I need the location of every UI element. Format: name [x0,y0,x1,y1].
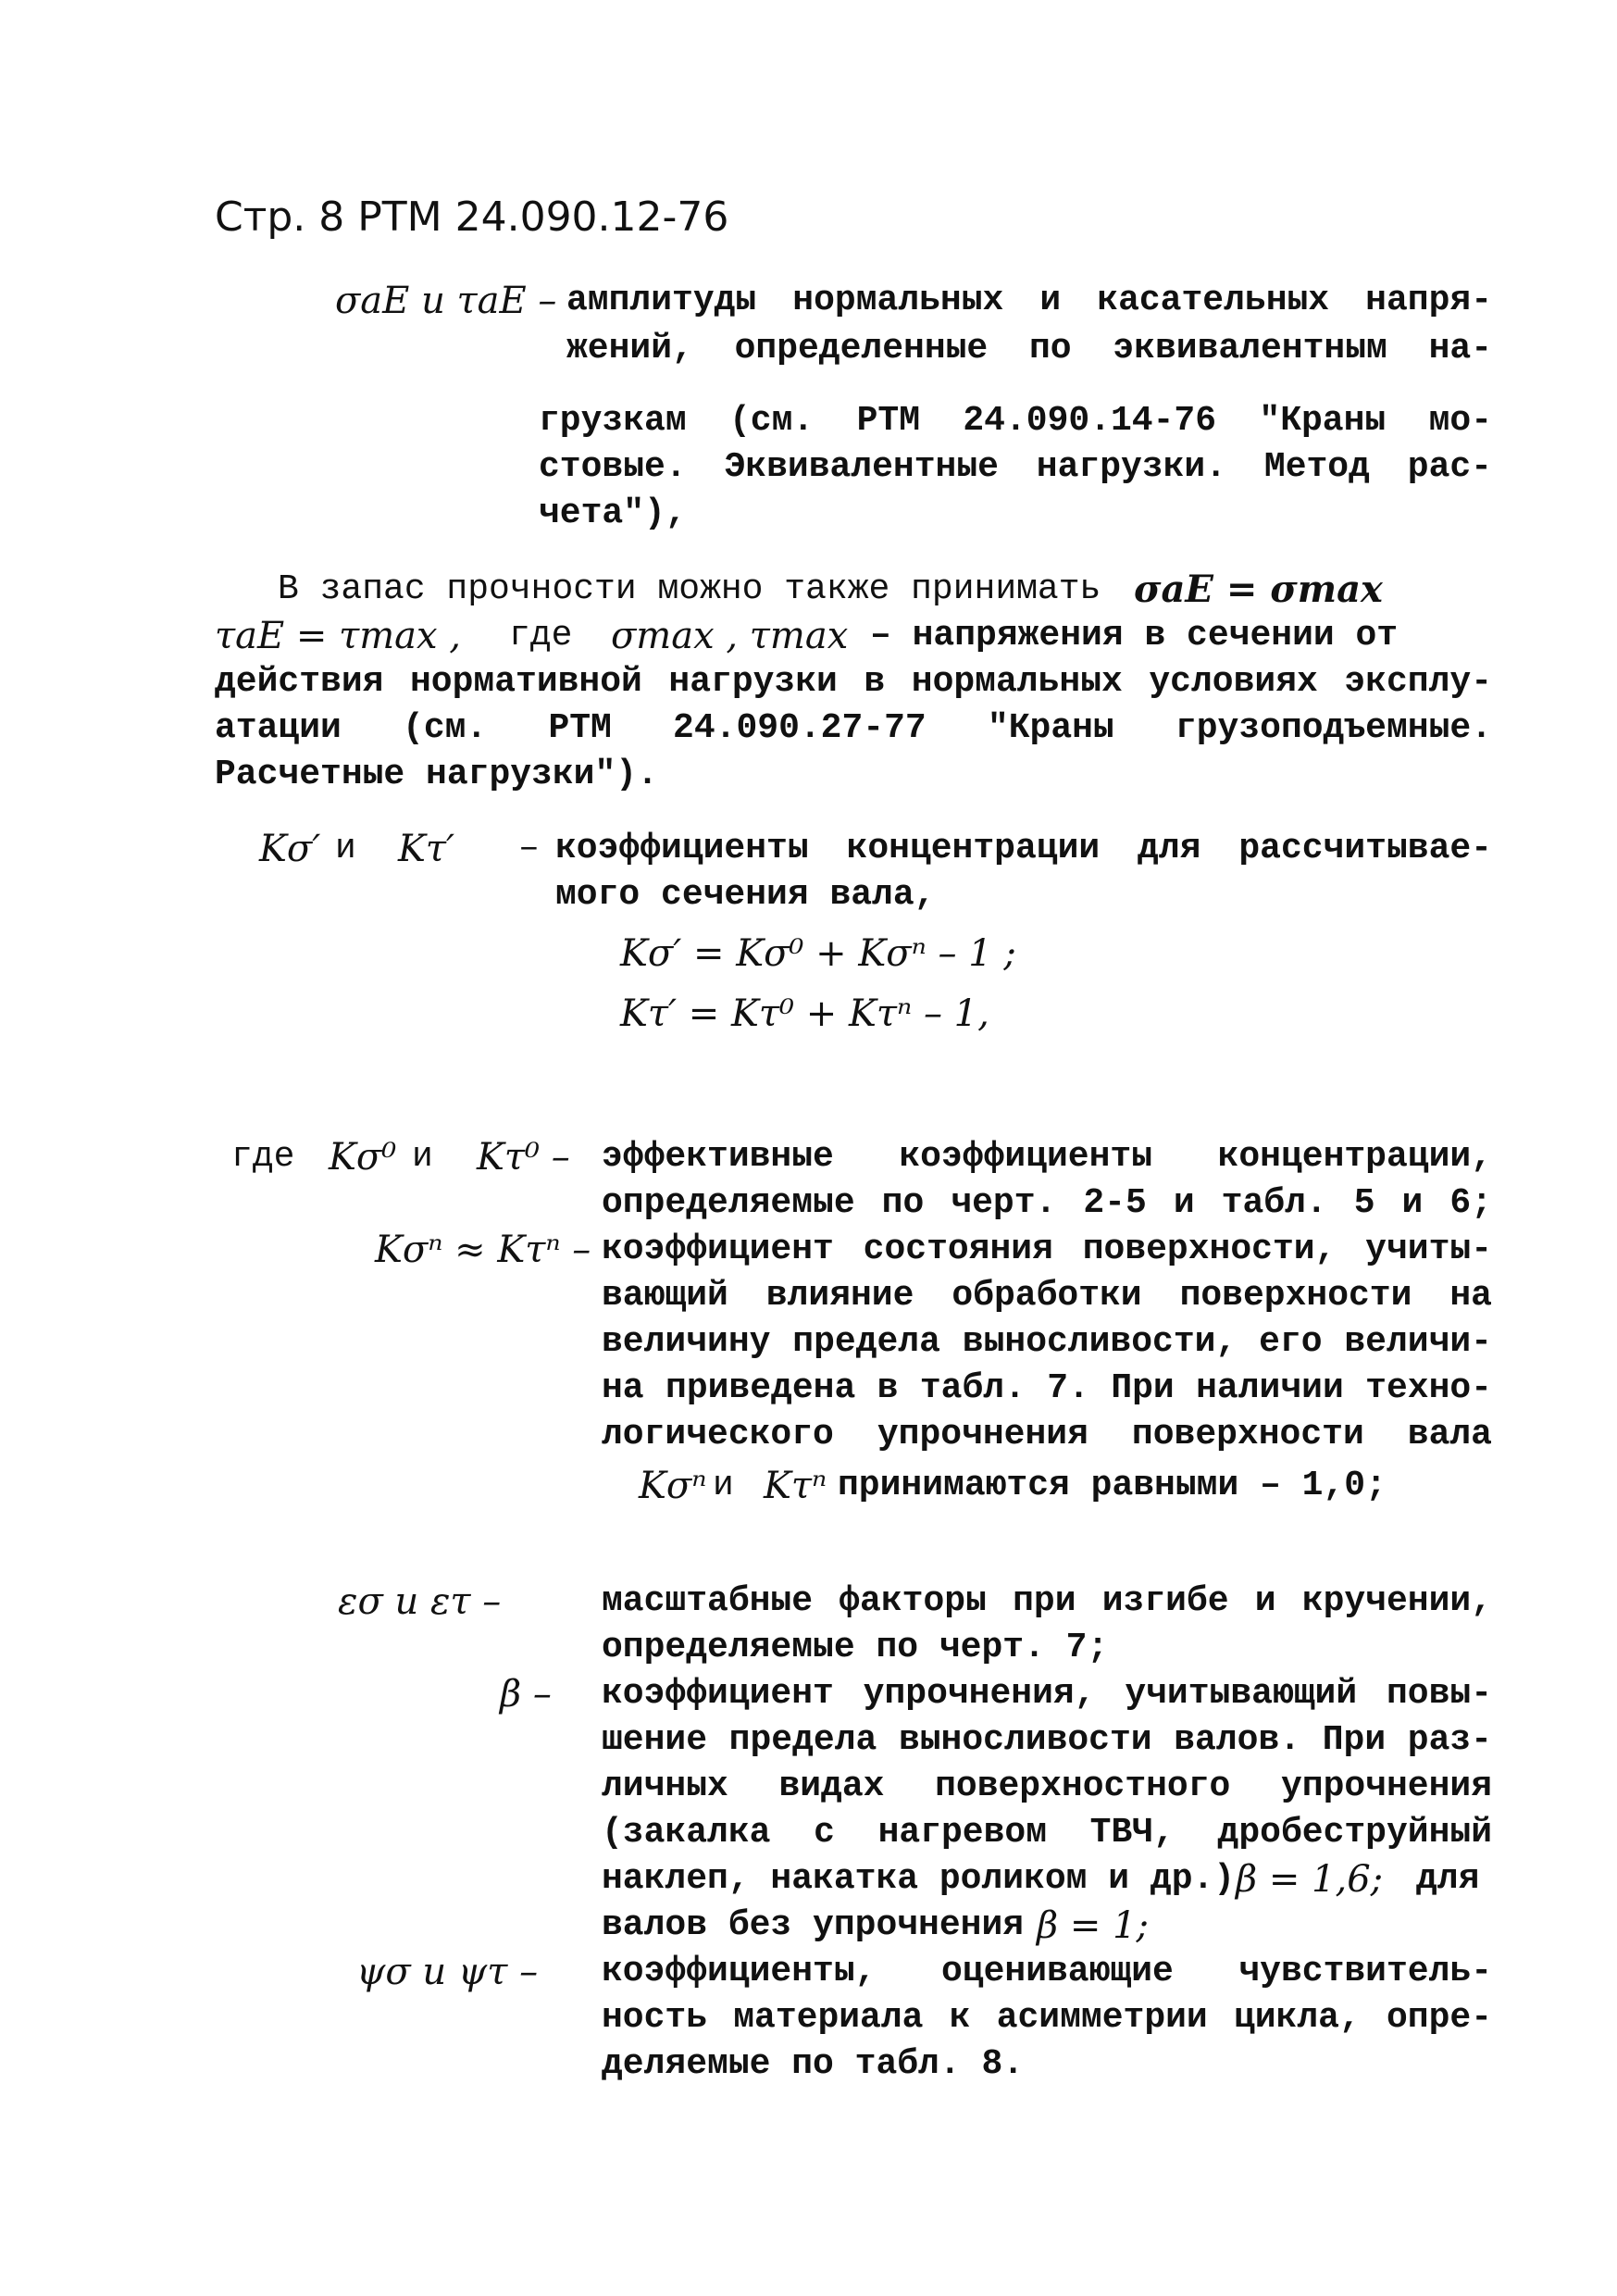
def5-line-1: коэффициент состояния поверхности, учиты- [602,1229,1492,1269]
para2-line-1-formula: σaE = σmax [1134,568,1383,611]
def7-line-6-text: валов без упрочнения [602,1905,1025,1945]
term-k-tau-0: Kτ⁰ – [477,1136,570,1179]
term-k-sigma-prime: Kσ′ [259,828,321,870]
def7-line-1: коэффициент упрочнения, учитывающий повы- [602,1674,1492,1714]
def5-line-2: вающий влияние обработки поверхности на [602,1276,1492,1316]
def3-line-1: коэффициенты концентрации для рассчитывае- [555,829,1492,868]
def1-line-5: чета"), [539,493,687,533]
para2-line-1-text: В запас прочности можно также принимать [278,569,1101,609]
def7-line-2: шение предела выносливости валов. При раз- [602,1720,1492,1760]
def5-line-6: принимаются равными – 1,0; [838,1466,1387,1505]
def8-line-1: коэффициенты, оценивающие чувствитель- [602,1952,1492,1991]
para2-line-2-formula-a: τaE = τmax , [215,615,462,657]
def1-line-2: жений, определенные по эквивалентным на- [566,329,1492,368]
def1-line-1: амплитуды нормальных и касательных напря- [566,281,1492,320]
def7-line-3: личных видах поверхностного упрочнения [602,1766,1492,1806]
def7-line-6-formula: β = 1; [1037,1904,1149,1947]
term-k-sigma-0: Kσ⁰ [329,1136,397,1179]
para2-line-3: действия нормативной нагрузки в нормальных условиях эксплу- [215,662,1492,702]
def6-line-1: масштабные факторы при изгибе и кручении, [602,1581,1492,1621]
dash-1: – [518,829,540,868]
term-k-sigma-n-approx-k-tau-n: Kσⁿ ≈ Kτⁿ – [375,1229,591,1271]
def1-line-3: грузкам (см. РТМ 24.090.14-76 "Краны мо- [539,401,1492,441]
def6-line-2: определяемые по черт. 7; [602,1628,1109,1667]
para2-line-2-text-a: где [509,616,573,655]
para2-line-5: Расчетные нагрузки"). [215,755,658,794]
def4-line-1: эффективные коэффициенты концентрации, [602,1137,1492,1177]
def4-line-2: определяемые по черт. 2-5 и табл. 5 и 6; [602,1183,1492,1223]
def8-line-3: деляемые по табл. 8. [602,2044,1025,2084]
term-psi: ψσ и ψτ – [356,1951,539,1993]
def3-line-2: мого сечения вала, [555,875,936,915]
term-k-sigma-n: Kσⁿ [639,1465,707,1507]
para2-line-2-text-b: – напряжения в сечении от [870,616,1399,655]
page-header: Стр. 8 РТМ 24.090.12-76 [215,193,729,241]
lead-where: где [231,1137,295,1177]
conj-and-2: и [412,1137,433,1177]
term-sigma-tau-ae: σaE и τaE – [335,280,557,322]
conj-and-3: и [713,1466,734,1505]
def7-line-5-formula: β = 1,6; [1236,1858,1384,1901]
def7-line-5-text: наклеп, накатка роликом и др.) [602,1859,1236,1899]
conj-and-1: и [335,829,356,868]
term-k-tau-n: Kτⁿ [764,1465,827,1507]
para2-line-2-formula-b: σmax , τmax [611,615,849,657]
term-beta: β – [500,1673,552,1716]
formula-k-tau: Kτ′ = Kτ⁰ + Kτⁿ – 1, [620,992,989,1035]
formula-k-sigma: Kσ′ = Kσ⁰ + Kσⁿ – 1 ; [620,932,1016,975]
def5-line-3: величину предела выносливости, его величи- [602,1322,1492,1362]
def1-line-4: стовые. Эквивалентные нагрузки. Метод рас- [539,447,1492,487]
def7-line-5-tail: для [1416,1859,1480,1899]
def5-line-4: на приведена в табл. 7. При наличии техно- [602,1368,1492,1408]
def7-line-4: (закалка с нагревом ТВЧ, дробеструйный [602,1813,1492,1853]
term-k-tau-prime: Kτ′ [398,828,455,870]
def8-line-2: ность материала к асимметрии цикла, опре- [602,1998,1492,2038]
def5-line-5: логического упрочнения поверхности вала [602,1415,1492,1454]
term-epsilon: εσ и ετ – [338,1580,502,1623]
para2-line-4: атации (см. РТМ 24.090.27-77 "Краны грузоподъемные. [215,708,1492,748]
